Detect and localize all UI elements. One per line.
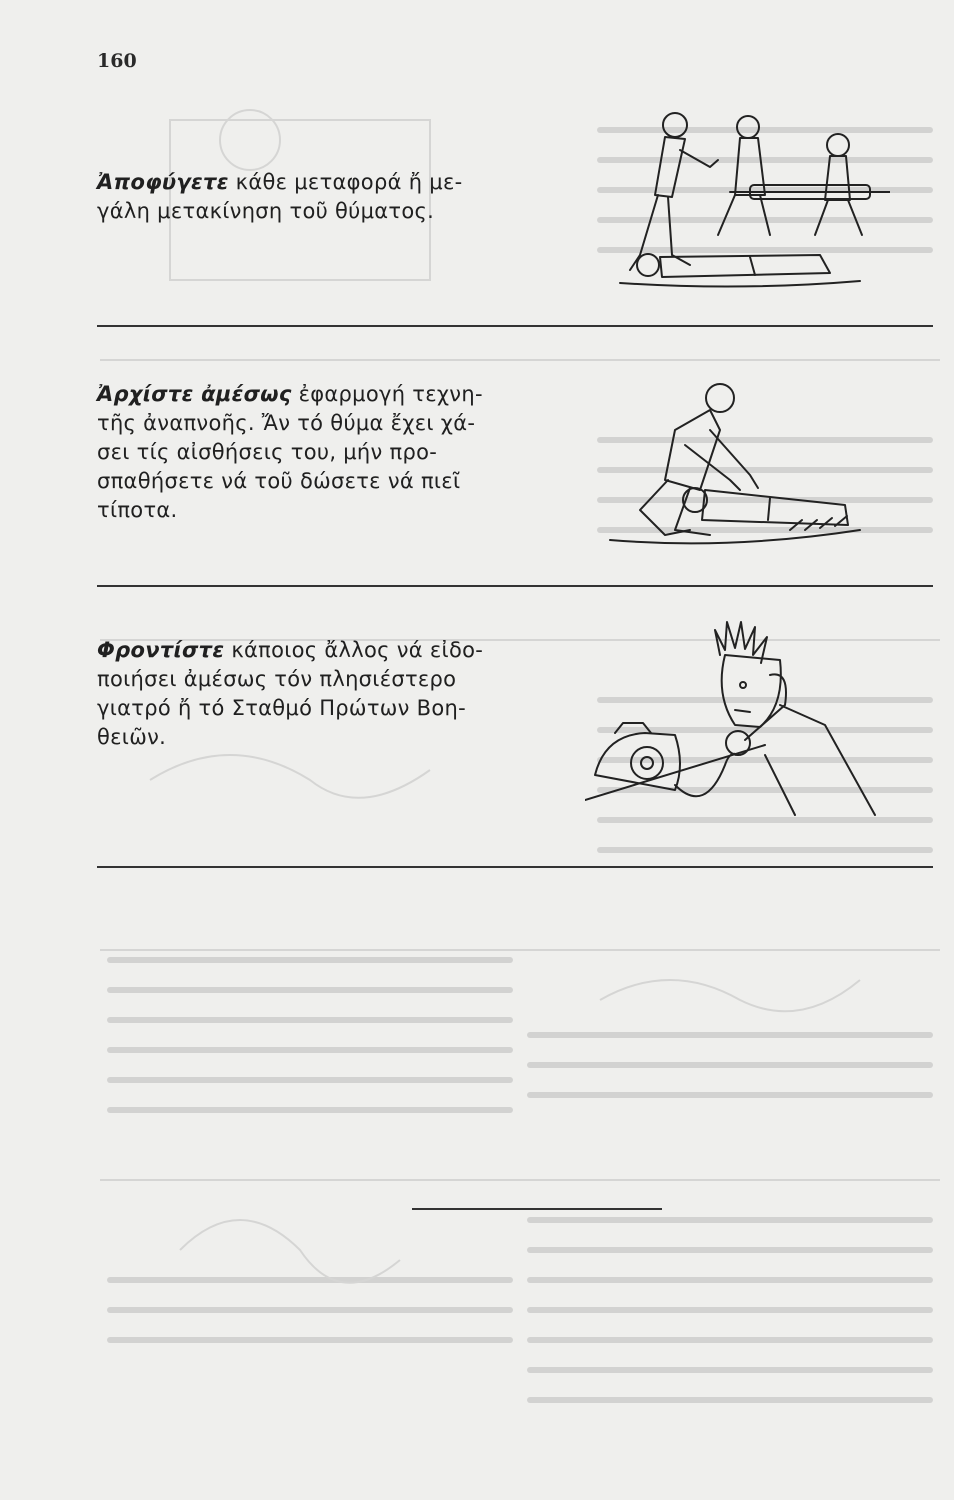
page-number: 160 — [97, 50, 137, 72]
instruction-line: κάθε μεταφορά ἤ με- — [228, 170, 463, 194]
stretcher-icon — [600, 105, 890, 295]
instruction-line: σπαθήσετε νά τοῦ δώσετε νά πιεῖ — [97, 469, 461, 493]
instruction-line: ἐφαρμογή τεχνη- — [291, 382, 483, 406]
instruction-line: τῆς ἀναπνοῆς. Ἄν τό θύμα ἔχει χά- — [97, 411, 476, 435]
telephone-call-icon — [585, 615, 895, 825]
instruction-line: γιατρό ἤ τό Σταθμό Πρώτων Βοη- — [97, 696, 466, 720]
instruction-lead: Ἀποφύγετε — [97, 170, 229, 194]
section-divider — [97, 585, 933, 587]
instruction-line: θειῶν. — [97, 725, 167, 749]
instruction-line: γάλη μετακίνηση τοῦ θύματος. — [97, 199, 435, 223]
section-divider — [97, 325, 933, 327]
instruction-line: ποιήσει ἀμέσως τόν πλησιέστερο — [97, 667, 457, 691]
instruction-line: κάποιος ἄλλος νά εἰδο- — [224, 638, 484, 662]
instruction-avoid-moving — [97, 168, 527, 226]
instruction-lead: Φροντίστε — [97, 638, 225, 662]
instruction-notify-doctor — [97, 636, 527, 752]
instruction-lead: Ἀρχίστε ἀμέσως — [97, 382, 292, 406]
instruction-line: τίποτα. — [97, 498, 178, 522]
artificial-respiration-icon — [590, 370, 870, 560]
instruction-line: σει τίς αἰσθήσεις του, μήν προ- — [97, 440, 438, 464]
instruction-start-respiration — [97, 380, 527, 525]
section-divider — [97, 866, 933, 868]
closing-rule — [412, 1208, 662, 1210]
